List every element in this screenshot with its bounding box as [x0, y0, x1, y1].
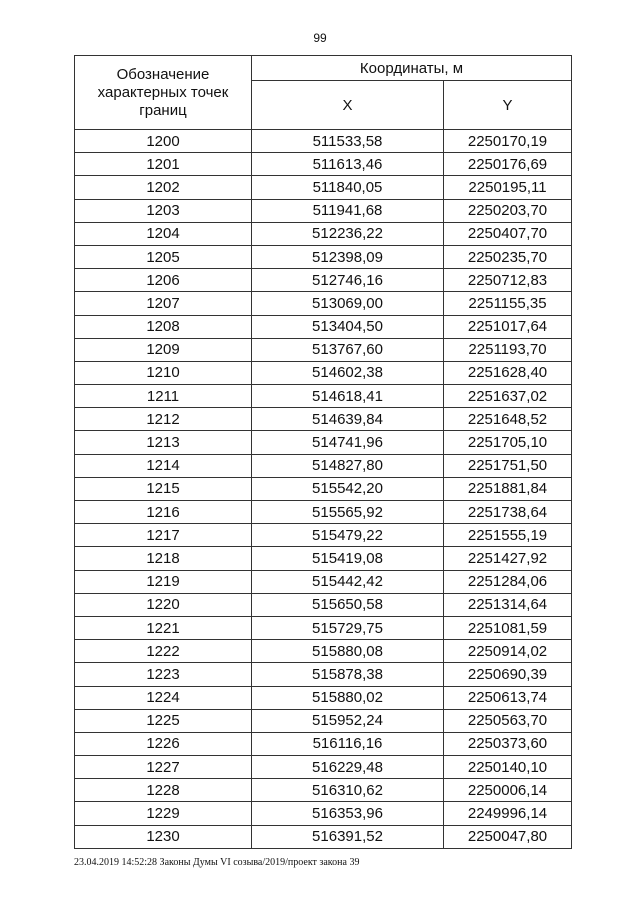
table-row	[75, 385, 572, 408]
table-row	[75, 547, 572, 570]
table-row	[75, 176, 572, 199]
table-row	[75, 361, 572, 384]
table-row	[75, 477, 572, 500]
table-row	[75, 756, 572, 779]
x-cell: 514639,84	[252, 408, 444, 431]
x-cell: 516229,48	[252, 756, 444, 779]
point-cell: 1213	[75, 431, 252, 454]
point-cell: 1229	[75, 802, 252, 825]
point-cell: 1219	[75, 570, 252, 593]
header-x: X	[252, 81, 444, 130]
table-body	[75, 130, 572, 849]
table-row	[75, 408, 572, 431]
table-row	[75, 130, 572, 153]
x-cell: 515878,38	[252, 663, 444, 686]
x-cell: 512236,22	[252, 222, 444, 245]
x-cell: 511840,05	[252, 176, 444, 199]
table-row	[75, 501, 572, 524]
y-cell: 2250712,83	[444, 269, 572, 292]
point-cell: 1225	[75, 709, 252, 732]
table-row	[75, 222, 572, 245]
page-number: 99	[313, 31, 327, 45]
y-cell: 2251017,64	[444, 315, 572, 338]
point-cell: 1224	[75, 686, 252, 709]
y-cell: 2250235,70	[444, 245, 572, 268]
x-cell: 515442,42	[252, 570, 444, 593]
header-point-designation: Обозначение характерных точек границ	[75, 56, 252, 130]
table-row	[75, 269, 572, 292]
point-cell: 1222	[75, 640, 252, 663]
point-cell: 1203	[75, 199, 252, 222]
point-cell: 1210	[75, 361, 252, 384]
x-cell: 515880,02	[252, 686, 444, 709]
point-cell: 1206	[75, 269, 252, 292]
table-row	[75, 616, 572, 639]
point-cell: 1201	[75, 153, 252, 176]
table-row	[75, 245, 572, 268]
y-cell: 2250914,02	[444, 640, 572, 663]
table-row	[75, 686, 572, 709]
document-footer: 23.04.2019 14:52:28 Законы Думы VI созыва/2019/проект закона 39	[74, 857, 360, 868]
y-cell: 2251705,10	[444, 431, 572, 454]
point-cell: 1208	[75, 315, 252, 338]
y-cell: 2250047,80	[444, 825, 572, 848]
x-cell: 514618,41	[252, 385, 444, 408]
y-cell: 2250176,69	[444, 153, 572, 176]
table-row	[75, 524, 572, 547]
y-cell: 2250690,39	[444, 663, 572, 686]
point-cell: 1226	[75, 732, 252, 755]
point-cell: 1204	[75, 222, 252, 245]
table-row	[75, 640, 572, 663]
point-cell: 1207	[75, 292, 252, 315]
table-row	[75, 593, 572, 616]
header-coordinates: Координаты, м	[252, 56, 572, 81]
x-cell: 513404,50	[252, 315, 444, 338]
table-row	[75, 199, 572, 222]
table-row	[75, 779, 572, 802]
y-cell: 2251648,52	[444, 408, 572, 431]
y-cell: 2251637,02	[444, 385, 572, 408]
point-cell: 1202	[75, 176, 252, 199]
y-cell: 2250407,70	[444, 222, 572, 245]
y-cell: 2251751,50	[444, 454, 572, 477]
y-cell: 2251738,64	[444, 501, 572, 524]
y-cell: 2251155,35	[444, 292, 572, 315]
y-cell: 2251881,84	[444, 477, 572, 500]
table-row	[75, 338, 572, 361]
table-row	[75, 570, 572, 593]
x-cell: 514827,80	[252, 454, 444, 477]
point-cell: 1211	[75, 385, 252, 408]
y-cell: 2249996,14	[444, 802, 572, 825]
x-cell: 513767,60	[252, 338, 444, 361]
x-cell: 515542,20	[252, 477, 444, 500]
y-cell: 2250170,19	[444, 130, 572, 153]
point-cell: 1230	[75, 825, 252, 848]
y-cell: 2251193,70	[444, 338, 572, 361]
table-row	[75, 292, 572, 315]
point-cell: 1200	[75, 130, 252, 153]
table-row	[75, 825, 572, 848]
x-cell: 516310,62	[252, 779, 444, 802]
x-cell: 515952,24	[252, 709, 444, 732]
table-row	[75, 153, 572, 176]
x-cell: 511941,68	[252, 199, 444, 222]
table-row	[75, 709, 572, 732]
table-row	[75, 454, 572, 477]
y-cell: 2250373,60	[444, 732, 572, 755]
x-cell: 511533,58	[252, 130, 444, 153]
table-row	[75, 431, 572, 454]
x-cell: 513069,00	[252, 292, 444, 315]
point-cell: 1228	[75, 779, 252, 802]
x-cell: 516391,52	[252, 825, 444, 848]
y-cell: 2250613,74	[444, 686, 572, 709]
table-header	[75, 56, 572, 130]
x-cell: 514741,96	[252, 431, 444, 454]
point-cell: 1214	[75, 454, 252, 477]
x-cell: 515650,58	[252, 593, 444, 616]
x-cell: 515565,92	[252, 501, 444, 524]
point-cell: 1218	[75, 547, 252, 570]
x-cell: 516116,16	[252, 732, 444, 755]
x-cell: 512398,09	[252, 245, 444, 268]
x-cell: 515419,08	[252, 547, 444, 570]
x-cell: 516353,96	[252, 802, 444, 825]
point-cell: 1216	[75, 501, 252, 524]
y-cell: 2250563,70	[444, 709, 572, 732]
x-cell: 515880,08	[252, 640, 444, 663]
y-cell: 2251628,40	[444, 361, 572, 384]
point-cell: 1220	[75, 593, 252, 616]
y-cell: 2250140,10	[444, 756, 572, 779]
point-cell: 1217	[75, 524, 252, 547]
table-row	[75, 802, 572, 825]
point-cell: 1227	[75, 756, 252, 779]
x-cell: 515479,22	[252, 524, 444, 547]
y-cell: 2251081,59	[444, 616, 572, 639]
x-cell: 512746,16	[252, 269, 444, 292]
x-cell: 514602,38	[252, 361, 444, 384]
table-row	[75, 732, 572, 755]
point-cell: 1223	[75, 663, 252, 686]
table-row	[75, 315, 572, 338]
coordinates-table	[74, 55, 572, 849]
y-cell: 2250203,70	[444, 199, 572, 222]
header-y: Y	[444, 81, 572, 130]
point-cell: 1212	[75, 408, 252, 431]
y-cell: 2250006,14	[444, 779, 572, 802]
x-cell: 511613,46	[252, 153, 444, 176]
x-cell: 515729,75	[252, 616, 444, 639]
point-cell: 1215	[75, 477, 252, 500]
y-cell: 2251555,19	[444, 524, 572, 547]
point-cell: 1205	[75, 245, 252, 268]
y-cell: 2251314,64	[444, 593, 572, 616]
y-cell: 2251284,06	[444, 570, 572, 593]
point-cell: 1209	[75, 338, 252, 361]
table-row	[75, 663, 572, 686]
y-cell: 2251427,92	[444, 547, 572, 570]
point-cell: 1221	[75, 616, 252, 639]
y-cell: 2250195,11	[444, 176, 572, 199]
